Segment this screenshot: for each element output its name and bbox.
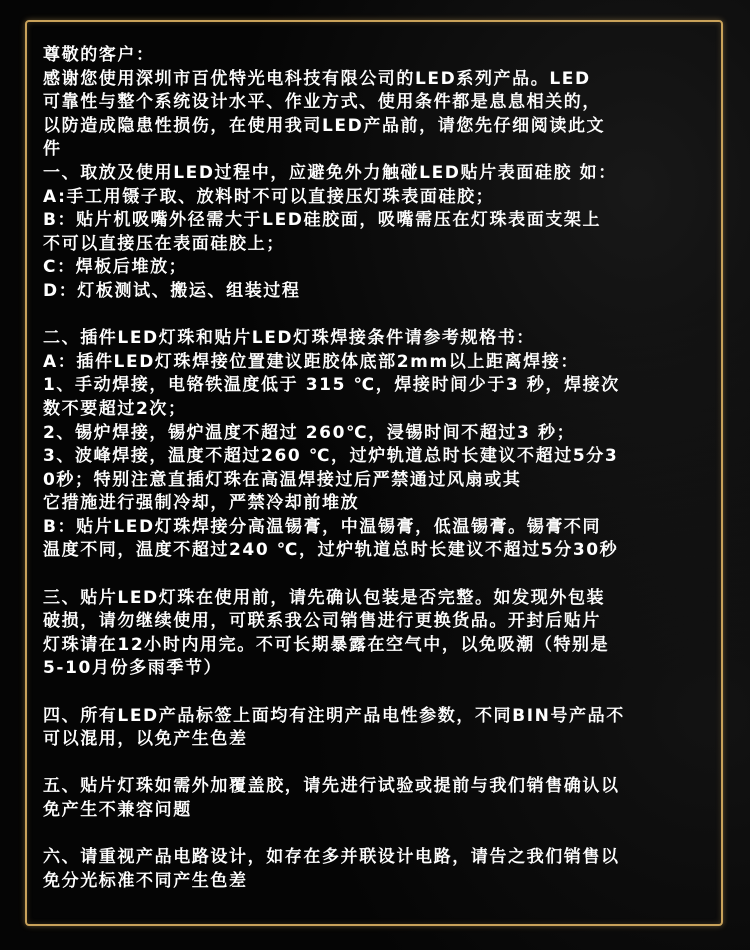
section-2-line: 2、锡炉焊接，锡炉温度不超过 260℃，浸锡时间不超过3 秒； [43, 422, 576, 443]
section-2-heading: 二、插件LED灯珠和贴片LED灯珠焊接条件请参考规格书： [43, 328, 535, 349]
section-6-line: 免分光标准不同产生色差 [43, 870, 248, 891]
section-2-line: 数不要超过2次； [43, 398, 187, 419]
section-2-line: 0秒；特别注意直插灯珠在高温焊接过后严禁通过风扇或其 [43, 469, 522, 490]
section-2-line: 温度不同，温度不超过240 ℃，过炉轨道总时长建议不超过5分30秒 [43, 540, 619, 561]
salutation: 尊敬的客户： [43, 45, 155, 65]
section-1-line: A:手工用镊子取、放料时不可以直接压灯珠表面硅胶； [43, 186, 495, 207]
section-6-heading: 六、请重视产品电路设计，如存在多并联设计电路，请告之我们销售以 [43, 847, 620, 868]
section-1-line: D：灯板测试、搬运、组装过程 [43, 280, 301, 301]
paragraph-gap [43, 563, 727, 587]
intro-line: 以防造成隐患性损伤，在使用我司LED产品前，请您先仔细阅读此文 [43, 115, 606, 136]
section-1-line: B：贴片机吸嘴外径需大于LED硅胶面，吸嘴需压在灯珠表面支架上 [43, 210, 602, 231]
paragraph-gap [43, 681, 727, 705]
section-5-heading: 五、贴片灯珠如需外加覆盖胶，请先进行试验或提前与我们销售确认以 [43, 776, 620, 797]
paragraph-gap [43, 752, 727, 776]
section-4-line: 可以混用，以免产生色差 [43, 729, 248, 750]
section-2-line: B：贴片LED灯珠焊接分高温锡膏，中温锡膏，低温锡膏。锡膏不同 [43, 516, 602, 537]
section-2-line: 3、波峰焊接，温度不超过260 ℃，过炉轨道总时长建议不超过5分3 [43, 446, 619, 467]
section-2-line: A：插件LED灯珠焊接位置建议距胶体底部2mm以上距离焊接： [43, 351, 579, 372]
section-1-line: C：焊板后堆放； [43, 257, 188, 278]
notice-document [43, 44, 727, 893]
section-2-line: 它措施进行强制冷却，严禁冷却前堆放 [43, 493, 360, 514]
section-3-line: 破损，请勿继续使用，可联系我公司销售进行更换货品。开封后贴片 [43, 611, 601, 632]
section-3-line: 灯珠请在12小时内用完。不可长期暴露在空气中，以免吸潮（特别是 [43, 634, 610, 655]
section-1-line: 不可以直接压在表面硅胶上； [43, 233, 285, 254]
section-1-heading: 一、取放及使用LED过程中，应避免外力触碰LED贴片表面硅胶 如： [43, 162, 617, 183]
intro-line: 可靠性与整个系统设计水平、作业方式、使用条件都是息息相关的， [43, 92, 601, 113]
section-5-line: 免产生不兼容问题 [43, 800, 192, 820]
section-4-heading: 四、所有LED产品标签上面均有注明产品电性参数，不同BIN号产品不 [43, 705, 625, 726]
section-2-line: 1、手动焊接，电铬铁温度低于 315 ℃，焊接时间少于3 秒，焊接次 [43, 375, 620, 396]
intro-line: 感谢您使用深圳市百优特光电科技有限公司的LED系列产品。LED [43, 68, 591, 89]
paragraph-gap [43, 823, 727, 847]
paragraph-gap [43, 304, 727, 328]
section-3-heading: 三、贴片LED灯珠在使用前，请先确认包装是否完整。如发现外包装 [43, 587, 606, 608]
section-3-line: 5-10月份多雨季节） [43, 658, 223, 679]
intro-line: 件 [43, 139, 62, 160]
